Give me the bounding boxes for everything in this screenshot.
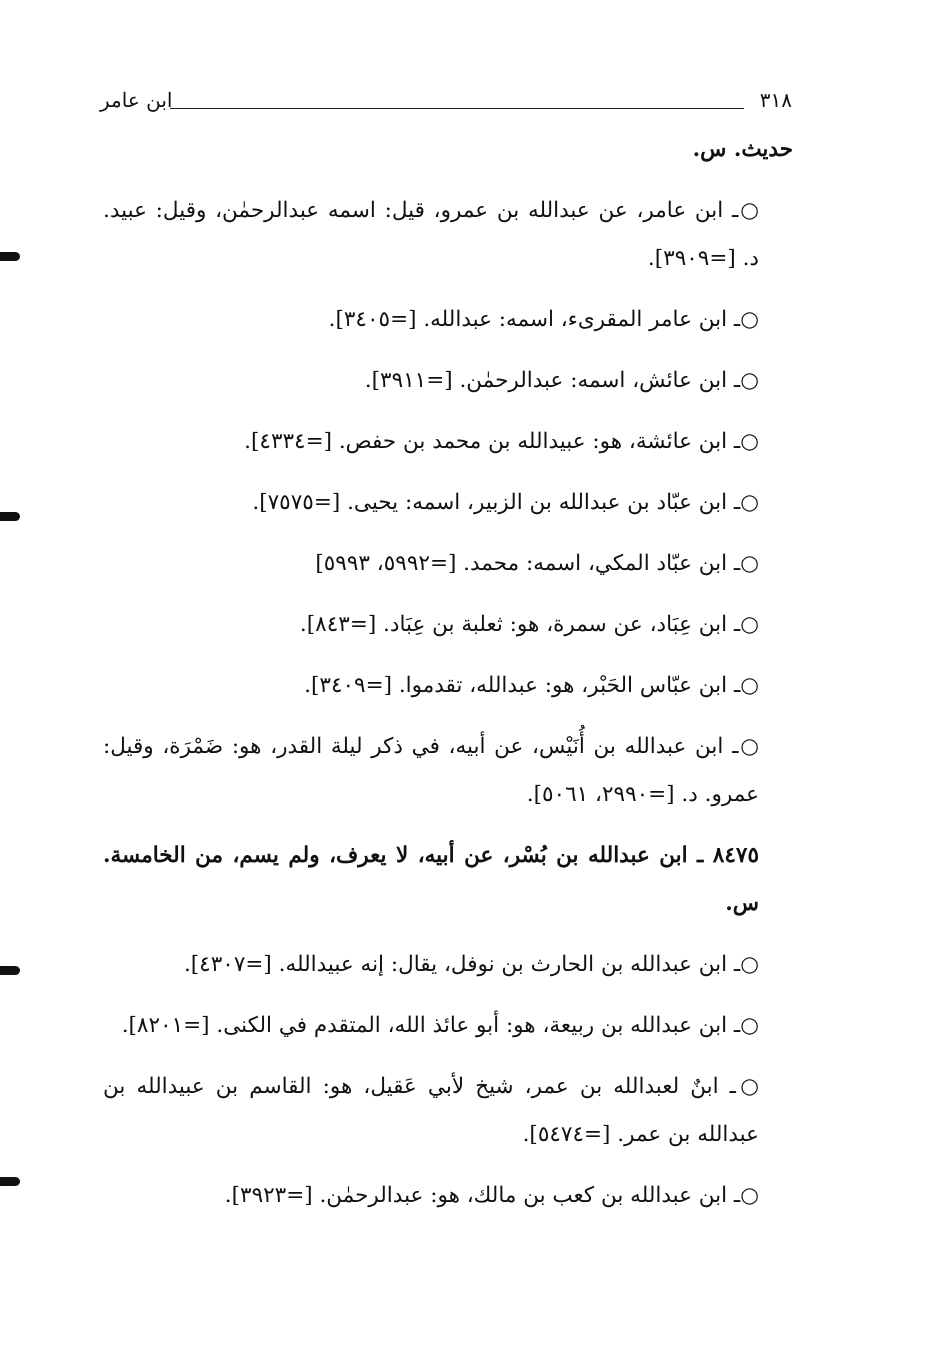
binding-mark xyxy=(0,1177,20,1186)
entry: ○ـ ابن عائش، اسمه: عبدالرحمٰن. [=٣٩١١]. xyxy=(364,368,759,393)
entry: ○ـ ابن عامر، عن عبدالله بن عمرو، قيل: اسمه عبدالرحمٰن، وقيل: عبيد. د. [=٣٩٠٩]. xyxy=(103,198,759,271)
entry: ○ـ ابن عبّاد بن عبدالله بن الزبير، اسمه: يحيى. [=٧٥٧٥]. xyxy=(252,490,759,515)
entry: ○ـ ابن عبّاس الحَبْر، هو: عبدالله، تقدموا. [=٣٤٠٩]. xyxy=(304,673,759,698)
entry: ○ـ ابنٌ لعبدالله بن عمر، شيخ لأبي عَقيل، هو: القاسم بن عبيدالله بن عبدالله بن عمر. [=٥٤٧٤]. xyxy=(103,1074,759,1147)
entry-continuation: حديث. س. xyxy=(692,137,793,162)
binding-mark xyxy=(0,252,20,261)
page-body xyxy=(103,126,793,1220)
binding-mark xyxy=(0,512,20,521)
running-title: ابن عامر xyxy=(100,88,173,112)
entry: ○ـ ابن عِبَاد، عن سمرة، هو: ثعلبة بن عِبَاد. [=٨٤٣]. xyxy=(299,612,759,637)
page-number: ٣١٨ xyxy=(759,88,792,112)
entry: ○ـ ابن عبدالله بن كعب بن مالك، هو: عبدالرحمٰن. [=٣٩٢٣]. xyxy=(224,1183,759,1208)
page-header xyxy=(100,88,792,120)
numbered-entry: ٨٤٧٥ ـ ابن عبدالله بن بُسْر، عن أبيه، لا يعرف، ولم يسم، من الخامسة. س. xyxy=(103,843,759,916)
binding-mark xyxy=(0,966,20,975)
entry: ○ـ ابن عامر المقرىء، اسمه: عبدالله. [=٣٤٠٥]. xyxy=(328,307,759,332)
entry: ○ـ ابن عبدالله بن ربيعة، هو: أبو عائذ الله، المتقدم في الكنى. [=٨٢٠١]. xyxy=(121,1013,759,1038)
header-rule xyxy=(170,108,744,109)
entry: ○ـ ابن عبدالله بن أُنَيْس، عن أبيه، في ذكر ليلة القدر، هو: ضَمْرَة، وقيل: عمرو. د. [=٢٩٩٠، ٥٠٦١]. xyxy=(103,734,759,807)
entry: ○ـ ابن عائشة، هو: عبيدالله بن محمد بن حفص. [=٤٣٣٤]. xyxy=(244,429,759,454)
entry: ○ـ ابن عبدالله بن الحارث بن نوفل، يقال: إنه عبيدالله. [=٤٣٠٧]. xyxy=(183,952,759,977)
entry: ○ـ ابن عبّاد المكي، اسمه: محمد. [=٥٩٩٢، ٥٩٩٣] xyxy=(315,551,759,576)
